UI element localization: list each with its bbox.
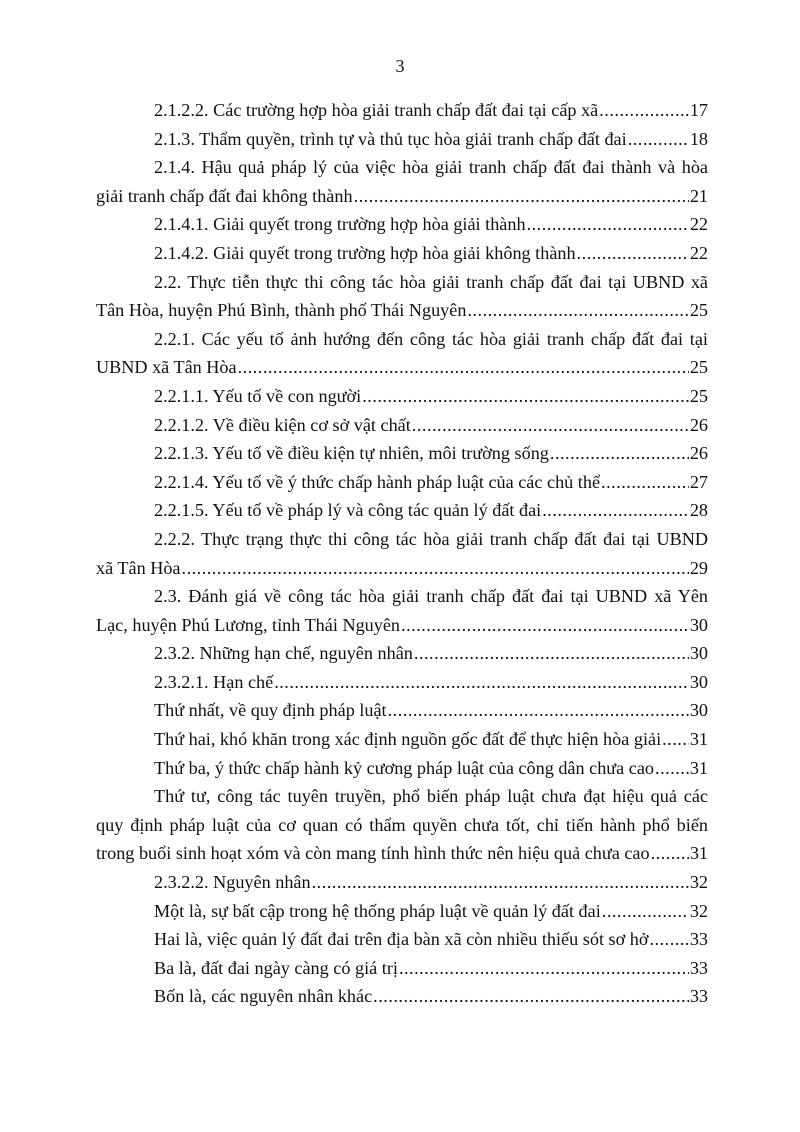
page-number: 3: [395, 56, 405, 76]
toc-page-number: 26: [689, 414, 708, 435]
toc-entry-text: Bốn là, các nguyên nhân khác: [154, 986, 373, 1007]
dot-leader: [388, 696, 689, 725]
toc-entry-text: Tân Hòa, huyện Phú Bình, thành phố Thái Nguyên: [96, 300, 467, 321]
toc-entry: [96, 468, 708, 497]
dot-leader: [550, 439, 689, 468]
toc-page-number: 33: [689, 986, 708, 1007]
toc-entry-text: 2.1.4.2. Giải quyết trong trường hợp hòa giải không thành: [154, 242, 576, 263]
dot-leader: [399, 954, 689, 983]
toc-entry: [96, 925, 708, 954]
dot-leader: [362, 382, 689, 411]
toc-entry-text: xã Tân Hòa: [96, 557, 181, 578]
dot-leader: [651, 839, 689, 868]
toc-entry: [96, 582, 708, 639]
toc-page-number: 32: [689, 872, 708, 893]
toc-entry: [96, 496, 708, 525]
toc-entry: [96, 954, 708, 983]
toc-entry-text: 2.3.2.2. Nguyên nhân: [154, 872, 311, 893]
toc-entry: [96, 239, 708, 268]
toc-page-number: 28: [689, 500, 708, 521]
toc-entry-text: Thứ hai, khó khăn trong xác định nguồn gốc đất để thực hiện hòa giải: [154, 729, 662, 750]
toc-entry-text: 2.2.1. Các yếu tố ảnh hướng đến công tác hòa giải tranh chấp đất đai tại: [154, 328, 708, 349]
toc-entry: [96, 897, 708, 926]
toc-entry: [96, 411, 708, 440]
toc-entry-text: 2.3.2. Những hạn chế, nguyên nhân: [154, 643, 413, 664]
dot-leader: [650, 925, 689, 954]
toc-entry: [96, 754, 708, 783]
dot-leader: [182, 554, 689, 583]
toc-entry: [96, 696, 708, 725]
toc-page-number: 30: [689, 700, 708, 721]
toc-page-number: 18: [689, 128, 708, 149]
toc-entry-text: 2.2.1.3. Yếu tố về điều kiện tự nhiên, môi trường sống: [154, 443, 549, 464]
dot-leader: [412, 411, 689, 440]
toc-entry: [96, 525, 708, 582]
toc-page-number: 30: [689, 671, 708, 692]
dot-leader: [414, 639, 689, 668]
toc-page-number: 17: [689, 100, 708, 120]
toc-entry-text: Lạc, huyện Phú Lương, tỉnh Thái Nguyên: [96, 614, 401, 635]
toc-entry: [96, 268, 708, 325]
toc-entry-text: Thứ ba, ý thức chấp hành kỷ cương pháp luật của công dân chưa cao: [154, 757, 655, 778]
toc-entry-text: Hai là, việc quản lý đất đai trên địa bàn xã còn nhiều thiếu sót sơ hở: [154, 929, 649, 950]
dot-leader: [238, 353, 689, 382]
toc-entry-text: 2.2.2. Thực trạng thực thi công tác hòa giải tranh chấp đất đai tại UBND: [154, 528, 708, 549]
dot-leader: [401, 611, 689, 640]
dot-leader: [542, 496, 689, 525]
dot-leader: [602, 897, 689, 926]
toc-entry-text: 2.2.1.5. Yếu tố về pháp lý và công tác quản lý đất đai: [154, 500, 542, 521]
toc-entry: [96, 639, 708, 668]
toc-entry-text: 2.1.3. Thẩm quyền, trình tự và thủ tục hòa giải tranh chấp đất đai: [154, 128, 627, 149]
toc-page-number: 25: [689, 385, 708, 406]
toc-entry-text: 2.3.2.1. Hạn chế: [154, 671, 274, 692]
toc-entry-text: 2.1.4. Hậu quả pháp lý của việc hòa giải tranh chấp đất đai thành và hòa: [154, 157, 708, 178]
toc-entry-text: 2.2. Thực tiễn thực thi công tác hòa giải tranh chấp đất đai tại UBND xã: [154, 271, 708, 292]
toc-entry-text: Một là, sự bất cập trong hệ thống pháp luật về quản lý đất đai: [154, 900, 601, 921]
toc-page-number: 33: [689, 929, 708, 950]
toc-page-number: 31: [689, 757, 708, 778]
toc-page-number: 31: [689, 843, 708, 864]
dot-leader: [577, 239, 689, 268]
toc-page-number: 25: [689, 357, 708, 378]
toc-entry: [96, 325, 708, 382]
toc-page-number: 30: [689, 614, 708, 635]
toc-entry: [96, 868, 708, 897]
toc-page-number: 22: [689, 242, 708, 263]
toc-entry: [96, 210, 708, 239]
toc-page-number: 32: [689, 900, 708, 921]
toc-page-number: 22: [689, 214, 708, 235]
dot-leader: [274, 668, 689, 697]
dot-leader: [312, 868, 689, 897]
toc-entry-text: quy định pháp luật của cơ quan có thẩm quyền chưa tốt, chỉ tiến hành phổ biến: [96, 814, 708, 835]
dot-leader: [628, 125, 689, 154]
dot-leader: [527, 210, 689, 239]
dot-leader: [354, 182, 689, 211]
toc-page-number: 33: [689, 957, 708, 978]
toc-entry: [96, 725, 708, 754]
toc-entry-text: Thứ tư, công tác tuyên truyền, phổ biến pháp luật chưa đạt hiệu quả các: [154, 786, 708, 807]
dot-leader: [373, 982, 689, 1011]
toc-page-number: 26: [689, 443, 708, 464]
toc-page-number: 21: [689, 185, 708, 206]
dot-leader: [655, 754, 689, 783]
toc-entry: [96, 439, 708, 468]
toc-page-number: 30: [689, 643, 708, 664]
toc-entry: [96, 982, 708, 1011]
toc-entry-text: 2.2.1.1. Yếu tố về con người: [154, 385, 362, 406]
toc-entry: [96, 668, 708, 697]
toc-entry: [96, 382, 708, 411]
toc-entry-text: giải tranh chấp đất đai không thành: [96, 185, 353, 206]
toc-page-number: 27: [689, 471, 708, 492]
toc-entry: [96, 125, 708, 154]
toc-entry-text: 2.3. Đánh giá về công tác hòa giải tranh chấp đất đai tại UBND xã Yên: [154, 586, 708, 607]
toc-entry: [96, 96, 708, 125]
toc-entry: [96, 153, 708, 210]
toc-entry-text: Ba là, đất đai ngày càng có giá trị: [154, 957, 398, 978]
toc-entry: [96, 782, 708, 868]
toc-entry-text: 2.2.1.2. Về điều kiện cơ sở vật chất: [154, 414, 411, 435]
toc-page-number: 29: [689, 557, 708, 578]
dot-leader: [662, 725, 689, 754]
dot-leader: [601, 468, 689, 497]
toc-entry-text: 2.2.1.4. Yếu tố về ý thức chấp hành pháp luật của các chủ thể: [154, 471, 601, 492]
toc-entry-text: 2.1.2.2. Các trường hợp hòa giải tranh chấp đất đai tại cấp xã: [154, 100, 599, 120]
toc-entry-text: 2.1.4.1. Giải quyết trong trường hợp hòa giải thành: [154, 214, 526, 235]
toc-page-number: 31: [689, 729, 708, 750]
table-of-contents: [96, 96, 708, 1011]
dot-leader: [599, 96, 689, 125]
toc-entry-text: Thứ nhất, về quy định pháp luật: [154, 700, 387, 721]
dot-leader: [467, 296, 688, 325]
toc-page-number: 25: [689, 300, 708, 321]
toc-entry-text: trong buổi sinh hoạt xóm và còn mang tính hình thức nên hiệu quả chưa cao: [96, 843, 650, 864]
toc-entry-text: UBND xã Tân Hòa: [96, 357, 237, 378]
